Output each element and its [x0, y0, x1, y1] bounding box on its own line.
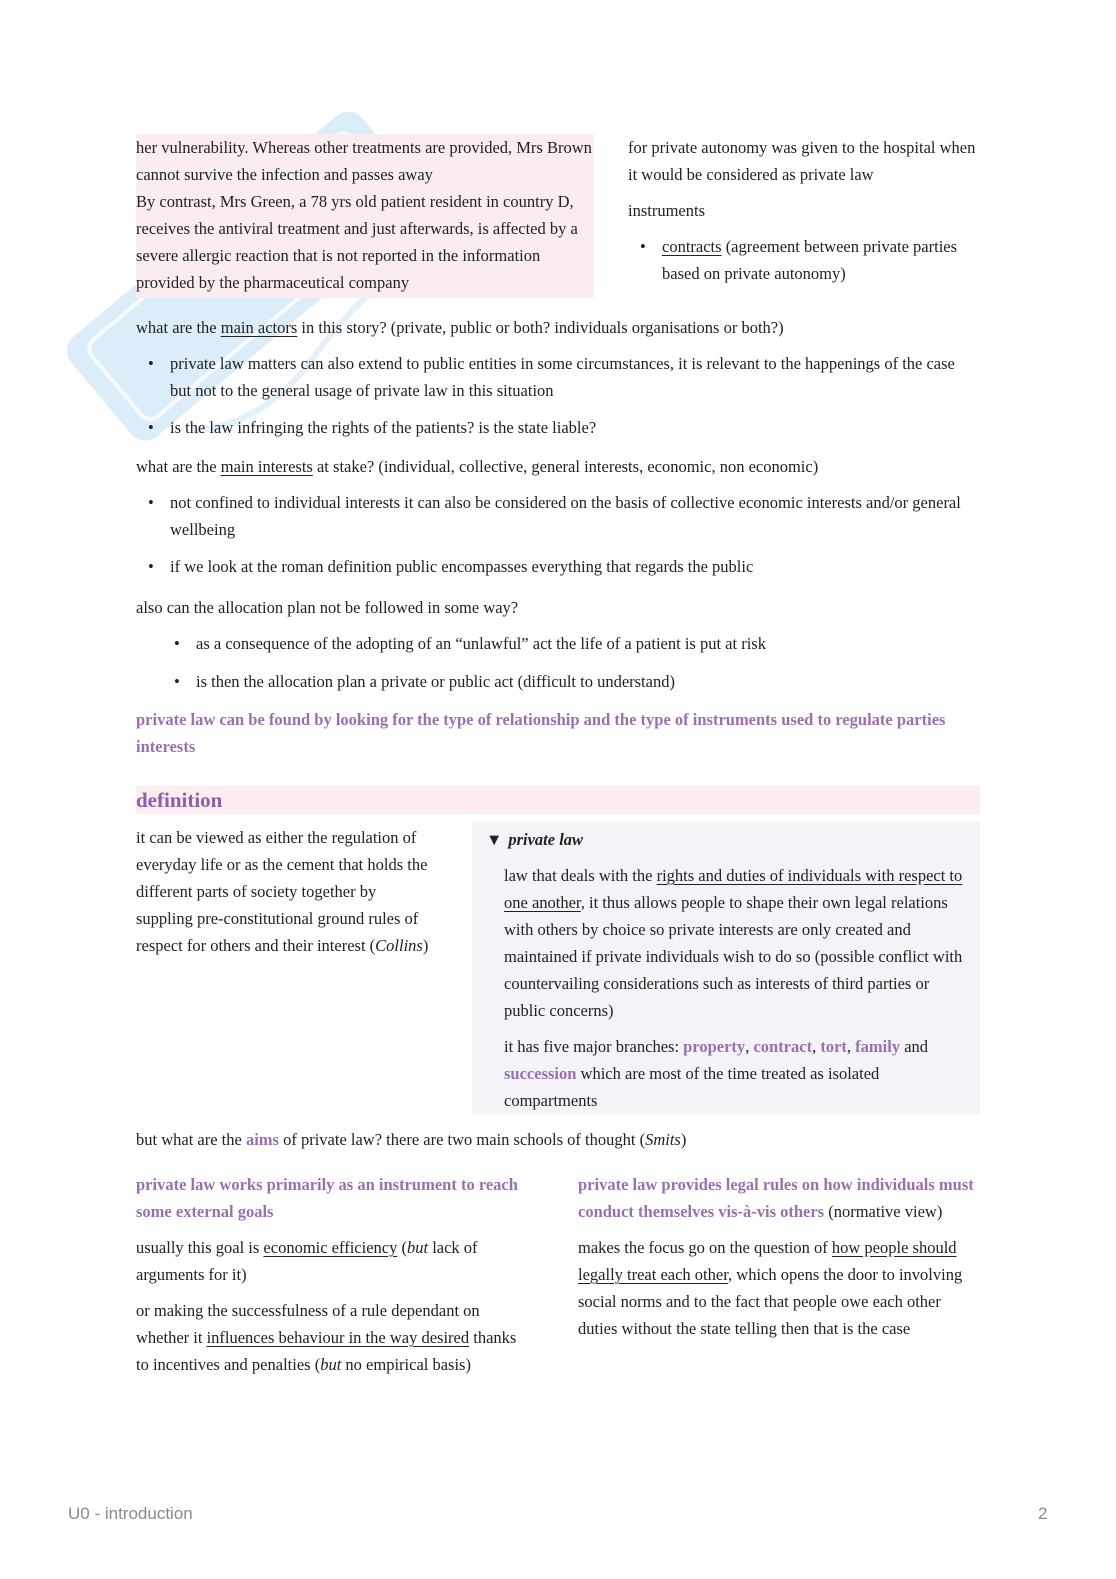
aims-term: aims [245, 1130, 279, 1149]
sr-p1-pre: makes the focus go on the question of [578, 1238, 832, 1257]
school-instrumental-heading: private law works primarily as an instrument to reach some external goals [136, 1175, 518, 1221]
aims-mid: of private law? there are two main schools of thought ( [278, 1130, 646, 1149]
list-item: • private law matters can also extend to public entities in some circumstances, it is relevant to the happenings of the case but not to the general usage of private law in this situation [136, 350, 980, 404]
citation-smits: Smits [645, 1130, 681, 1149]
sl-p1-post: lack of arguments for it) [136, 1238, 478, 1284]
separator: , [846, 1037, 856, 1056]
list-item: • is then the allocation plan a private or public act (difficult to understand) [162, 668, 980, 695]
sl-p2-mid: thanks to incentives and penalties ( [136, 1328, 517, 1374]
allocation-section [136, 594, 980, 695]
sr-p1-term: how people should legally treat each other [578, 1238, 957, 1284]
branch-property: property [683, 1037, 746, 1056]
actors-list [136, 350, 980, 441]
actors-question-term: main actors [220, 318, 298, 337]
interests-question-pre: what are the [136, 457, 221, 476]
definition-text [136, 824, 436, 959]
list-item: • as a consequence of the adopting of an “unlawful” act the life of a patient is put at risk [162, 630, 980, 657]
interests-list [136, 489, 980, 580]
actors-section [136, 314, 980, 441]
branch-contract: contract [753, 1037, 813, 1056]
separator: and [900, 1037, 929, 1056]
branch-tort: tort [820, 1037, 847, 1056]
sl-p2-post: no empirical basis) [341, 1355, 471, 1374]
instruments-label: instruments [628, 201, 705, 220]
contracts-term: contracts [662, 237, 722, 256]
footer-section-title: U0 - introduction [68, 1504, 193, 1523]
branches-intro: it has five major branches: [504, 1037, 684, 1056]
separator: , [745, 1037, 754, 1056]
sr-p1-post: , which opens the door to involving social norms and to the fact that people owe each other duties without the state telling then that is the case [578, 1265, 963, 1338]
sl-p1-term: economic efficiency [263, 1238, 398, 1257]
actors-question [136, 314, 980, 341]
aims-pre: but what are the [136, 1130, 246, 1149]
actors-question-post: in this story? (private, public or both? individuals organisations or both?) [297, 318, 784, 337]
key-statement: private law can be found by looking for the type of relationship and the type of instruments used to regulate parties interests [136, 710, 946, 756]
separator: , [812, 1037, 821, 1056]
branch-succession: succession [504, 1064, 577, 1083]
toggle-title: private law [508, 830, 584, 849]
private-law-definition [504, 862, 972, 1024]
private-law-toggle [472, 822, 980, 1114]
section-heading-definition: definition [136, 786, 980, 814]
interests-question [136, 453, 980, 480]
contracts-description: (agreement between private parties based on private autonomy) [662, 237, 958, 283]
triangle-down-icon[interactable]: ▼ [486, 830, 503, 849]
definition-text-close: ) [422, 936, 429, 955]
sl-p1-italic: but [406, 1238, 429, 1257]
branches-post: which are most of the time treated as isolated compartments [504, 1064, 880, 1110]
sl-p1-pre: usually this goal is [136, 1238, 264, 1257]
branches-text [504, 1033, 972, 1114]
actors-question-pre: what are the [136, 318, 221, 337]
sl-p2-term: influences behaviour in the way desired [206, 1328, 470, 1347]
allocation-question: also can the allocation plan not be followed in some way? [136, 598, 519, 617]
school-instrumental-p2 [136, 1297, 520, 1378]
aims-question [136, 1126, 980, 1153]
page-number: 2 [1038, 1504, 1048, 1523]
list-item: • not confined to individual interests it can also be considered on the basis of collective economic interests and/or general wellbeing [136, 489, 980, 543]
autonomy-text: for private autonomy was given to the hospital when it would be considered as private law [628, 138, 976, 184]
list-item: • if we look at the roman definition public encompasses everything that regards the public [136, 553, 980, 580]
interests-question-post: at stake? (individual, collective, general interests, economic, non economic) [312, 457, 819, 476]
school-normative [578, 1171, 980, 1342]
definition-p1-term: rights and duties of individuals with respect to one another [504, 866, 963, 912]
definition-p1-pre: law that deals with the [504, 866, 657, 885]
scenario-text-1: her vulnerability. Whereas other treatments are provided, Mrs Brown cannot survive the infection and passes away [136, 138, 592, 184]
school-instrumental-p1 [136, 1234, 520, 1288]
instruments-list [628, 233, 978, 287]
instruments-column [628, 134, 978, 287]
list-item [628, 233, 978, 287]
allocation-list [136, 630, 980, 695]
sr-heading-post: (normative view) [824, 1202, 943, 1221]
scenario-block [136, 134, 594, 298]
school-normative-heading [578, 1171, 980, 1225]
interests-question-term: main interests [220, 457, 313, 476]
interests-section [136, 453, 980, 580]
school-instrumental [136, 1171, 520, 1378]
sl-p2-pre: or making the successfulness of a rule dependant on whether it [136, 1301, 480, 1347]
sr-heading: private law provides legal rules on how individuals must conduct themselves vis-à-vis others [578, 1175, 974, 1221]
list-item: • is the law infringing the rights of the patients? is the state liable? [136, 414, 980, 441]
sl-p1-mid: ( [397, 1238, 407, 1257]
branch-family: family [855, 1037, 901, 1056]
school-normative-p1 [578, 1234, 980, 1342]
sl-p2-italic: but [320, 1355, 342, 1374]
aims-post: ) [680, 1130, 687, 1149]
citation-collins: Collins [375, 936, 423, 955]
definition-p1-post: , it thus allows people to shape their own legal relations with others by choice so private interests are only created and maintained if private individuals wish to do so (possible conflict with countervailing considerations such as interests of third parties or public concerns) [504, 893, 963, 1020]
definition-text-main: it can be viewed as either the regulation of everyday life or as the cement that holds the different parts of society together by suppling pre-constitutional ground rules of respect for others and their interest ( [136, 828, 428, 955]
toggle-header[interactable] [486, 826, 583, 853]
scenario-text-2: By contrast, Mrs Green, a 78 yrs old patient resident in country D, receives the antiviral treatment and just afterwards, is affected by a severe allergic reaction that is not reported in the information provided by the pharmaceutical company [136, 192, 578, 292]
toggle-content [504, 862, 972, 1114]
